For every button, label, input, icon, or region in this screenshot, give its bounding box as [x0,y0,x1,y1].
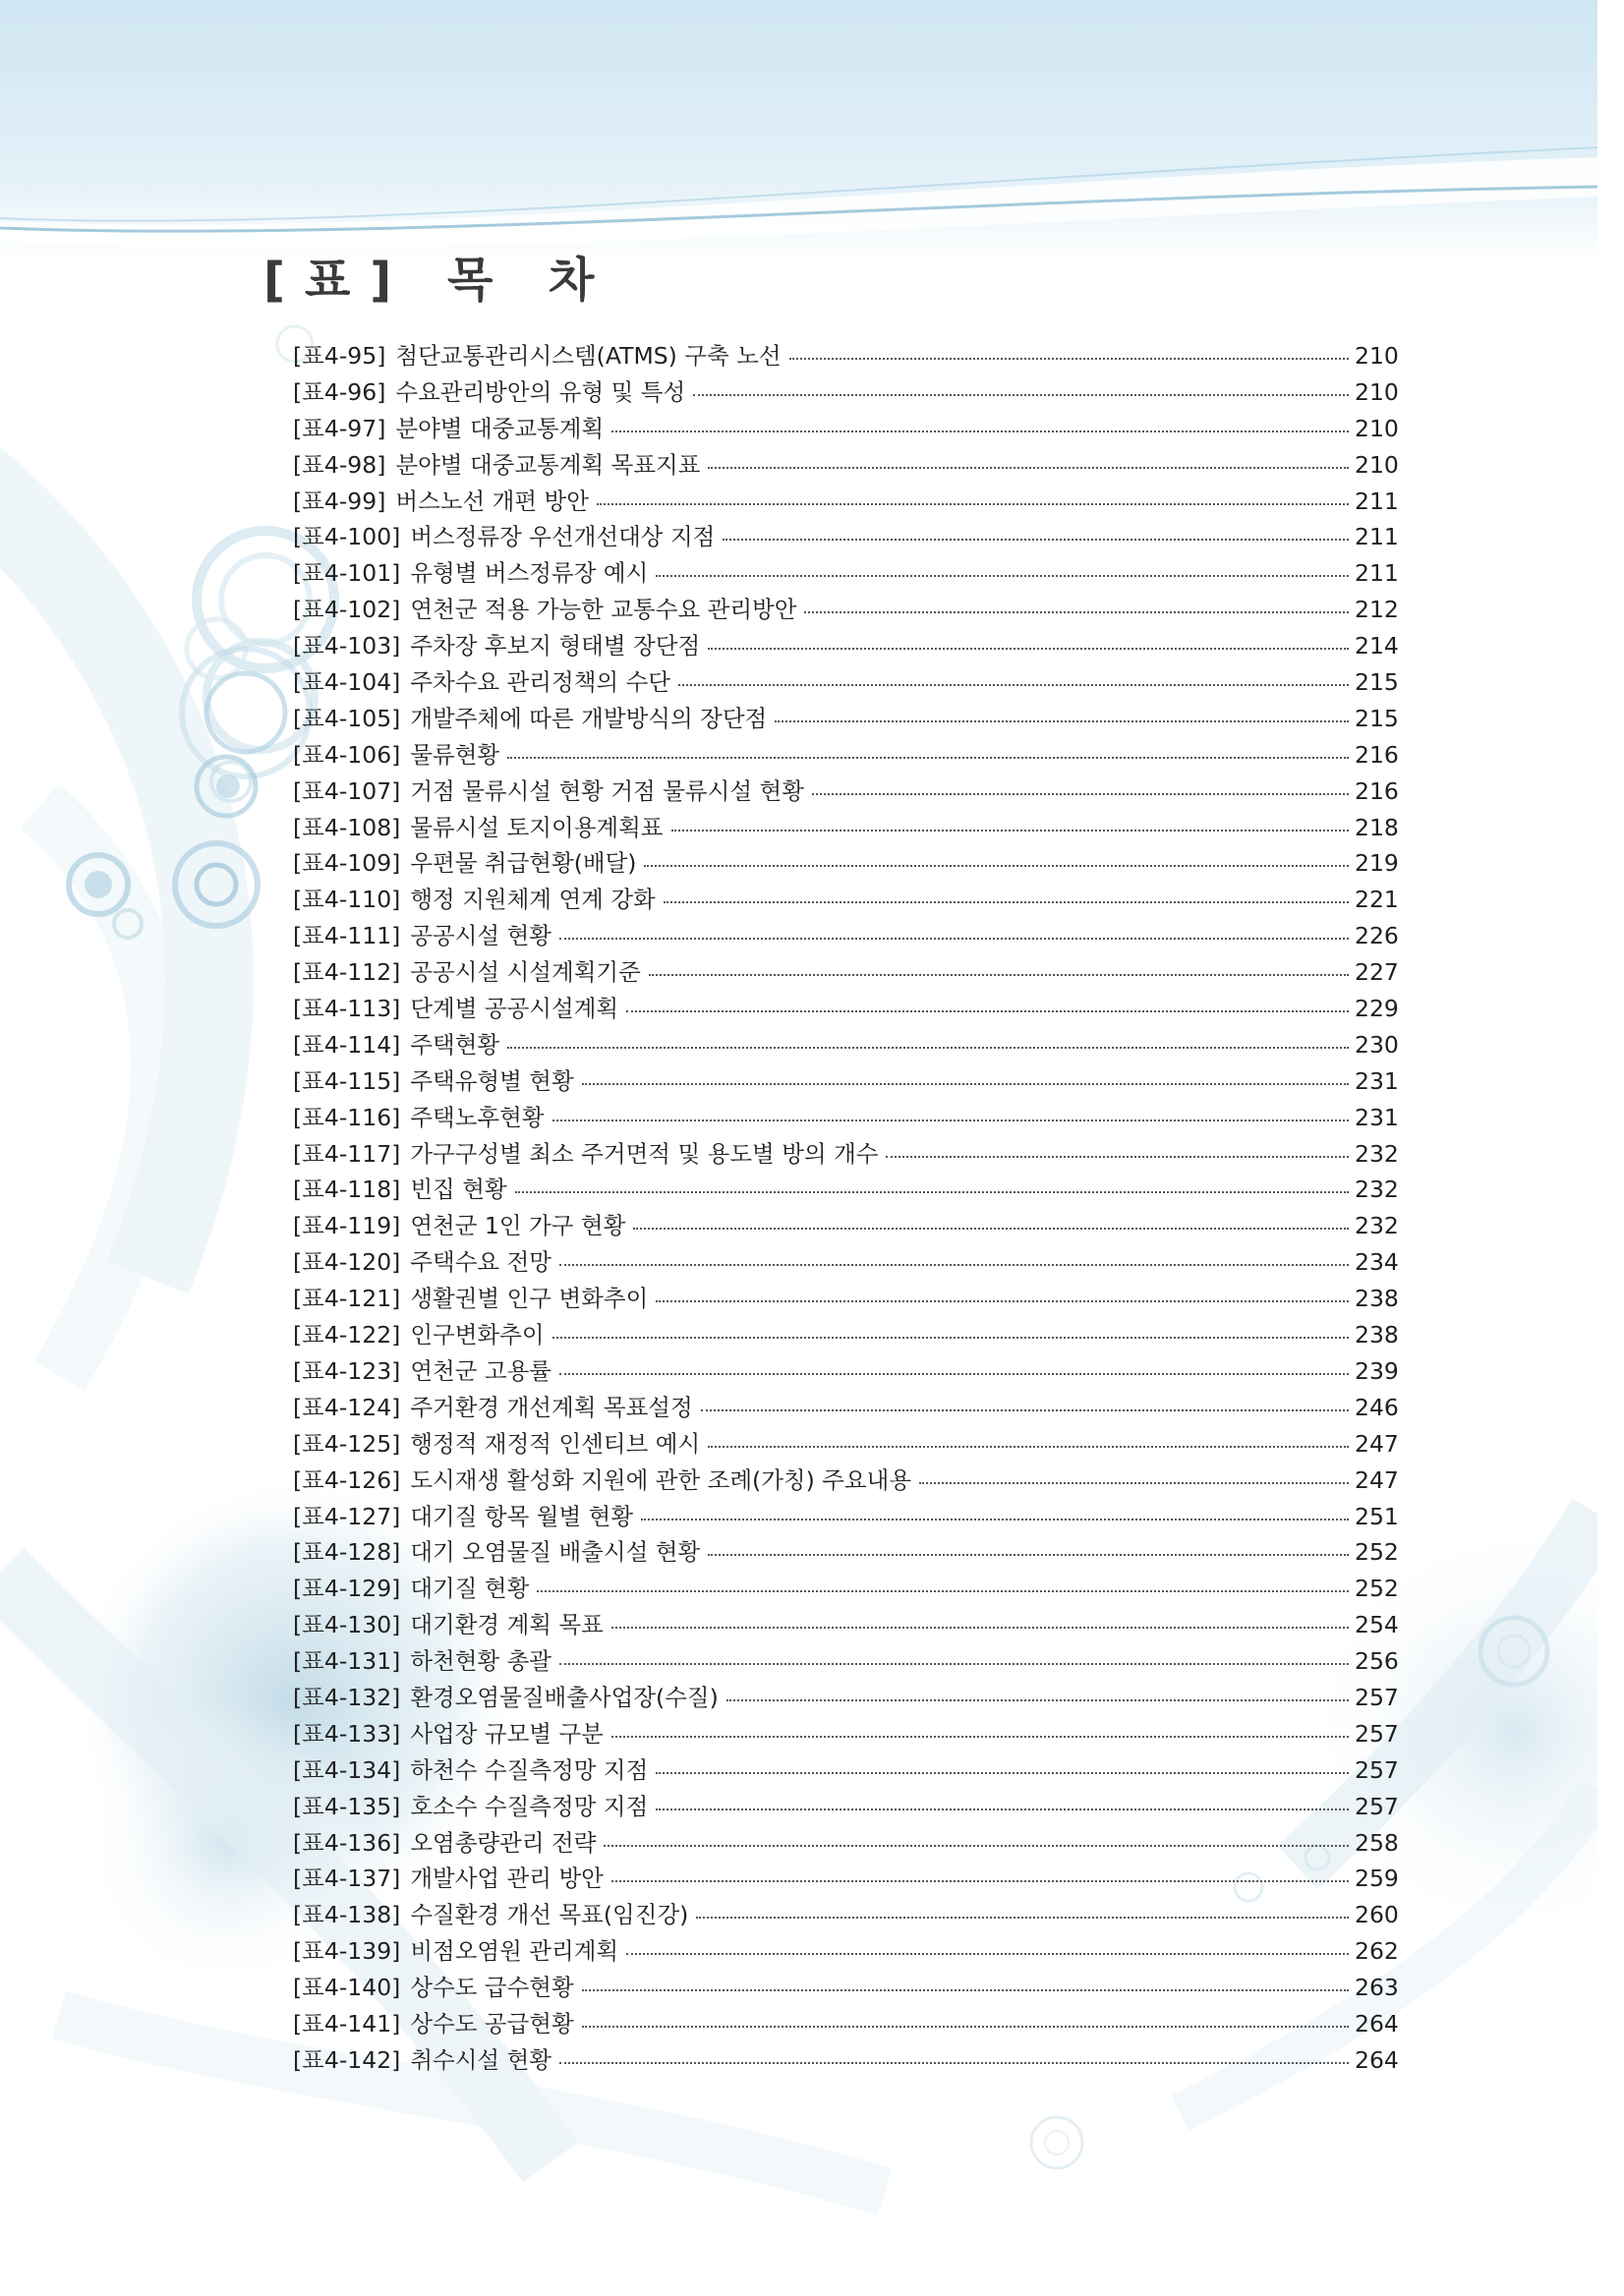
toc-entry-code: [표4-137] [293,1865,401,1893]
toc-entry-title: 사업장 규모별 구분 [410,1719,604,1748]
dot-leader [537,1590,1349,1592]
toc-entry[interactable] [293,1680,1398,1716]
toc-entry-title: 오염총량관리 전략 [410,1828,597,1857]
toc-entry-page: 252 [1355,1538,1399,1567]
toc-entry-code: [표4-107] [293,776,401,805]
dot-leader [604,1845,1349,1847]
toc-entry-code: [표4-123] [293,1356,401,1385]
toc-entry-code: [표4-106] [293,740,401,769]
dot-leader [708,1446,1349,1448]
toc-entry[interactable] [293,1172,1398,1208]
dot-leader [775,720,1349,722]
toc-entry-page: 256 [1355,1647,1399,1676]
toc-entry-page: 264 [1355,2009,1399,2038]
toc-entry-page: 216 [1355,740,1399,769]
toc-entry[interactable] [293,991,1398,1027]
toc-entry-page: 215 [1355,668,1399,697]
dot-leader [626,1953,1349,1955]
toc-entry-title: 버스노선 개편 방안 [395,487,589,515]
toc-entry-page: 216 [1355,776,1399,805]
toc-entry-code: [표4-139] [293,1937,401,1966]
toc-entry[interactable] [293,845,1398,882]
toc-entry-title: 단계별 공공시설계획 [410,995,619,1023]
toc-entry-code: [표4-140] [293,1974,401,2002]
dot-leader [656,1300,1349,1302]
dot-leader [559,2062,1349,2064]
toc-entry-page: 215 [1355,704,1399,732]
toc-entry-page: 257 [1355,1792,1399,1820]
toc-entry-code: [표4-96] [293,377,386,406]
toc-entry[interactable] [293,774,1398,810]
toc-entry-code: [표4-128] [293,1538,401,1567]
toc-entry-title: 취수시설 현황 [410,2045,552,2074]
toc-entry[interactable] [293,628,1398,664]
toc-entry-page: 251 [1355,1502,1399,1530]
dot-leader [708,467,1349,469]
dot-leader [559,1373,1349,1375]
dot-leader [726,1699,1349,1701]
toc-entry-title: 버스정류장 우선개선대상 지점 [410,523,716,551]
toc-entry-code: [표4-97] [293,414,386,442]
toc-entry[interactable] [293,1571,1398,1607]
toc-entry-title: 비점오염원 관리계획 [410,1937,619,1966]
toc-entry-title: 하천수 수질측정망 지점 [410,1755,649,1784]
toc-entry-code: [표4-109] [293,849,401,878]
toc-entry[interactable] [293,1136,1398,1173]
toc-entry-title: 유형별 버스정류장 예시 [410,559,649,588]
dot-leader [804,611,1349,613]
toc-entry-title: 주차장 후보지 형태별 장단점 [410,632,701,660]
toc-entry[interactable] [293,411,1398,447]
toc-entry-code: [표4-132] [293,1683,401,1711]
toc-entry-page: 211 [1355,559,1399,588]
dot-leader [671,830,1349,832]
toc-entry[interactable] [293,1933,1398,1970]
toc-entry-code: [표4-104] [293,668,401,697]
toc-entry-title: 공공시설 시설계획기준 [410,958,641,987]
toc-entry-title: 대기질 항목 월별 현황 [410,1502,634,1530]
toc-entry[interactable] [293,1390,1398,1426]
toc-entry-page: 210 [1355,450,1399,479]
dot-leader [507,1047,1349,1049]
toc-entry-title: 주택노후현황 [410,1103,545,1131]
toc-entry-title: 수요관리방안의 유형 및 특성 [395,377,686,406]
toc-entry-title: 호소수 수질측정망 지점 [410,1792,649,1820]
toc-entry-title: 첨단교통관리시스템(ATMS) 구축 노선 [395,342,782,370]
toc-entry-page: 219 [1355,849,1399,878]
toc-entry-title: 우편물 취급현황(배달) [410,849,637,878]
toc-entry-page: 227 [1355,958,1399,987]
dot-leader [582,1083,1349,1085]
toc-entry-page: 263 [1355,1974,1399,2002]
toc-entry-page: 258 [1355,1828,1399,1857]
dot-leader [708,1554,1349,1556]
toc-entry-page: 212 [1355,596,1399,624]
toc-entry-title: 공공시설 현황 [410,922,552,950]
toc-entry-code: [표4-113] [293,995,401,1023]
toc-entry[interactable] [293,1317,1398,1353]
toc-entry[interactable] [293,447,1398,484]
toc-entry-title: 상수도 급수현황 [410,1974,574,2002]
toc-entry-code: [표4-108] [293,813,401,841]
toc-entry[interactable] [293,1534,1398,1571]
toc-entry-code: [표4-129] [293,1575,401,1603]
dot-leader [789,358,1349,360]
toc-entry-code: [표4-102] [293,596,401,624]
toc-entry-page: 239 [1355,1356,1399,1385]
toc-entry-page: 232 [1355,1139,1399,1168]
toc-entry-code: [표4-124] [293,1393,401,1421]
toc-entry[interactable] [293,1208,1398,1244]
toc-entry-title: 주택유형별 현황 [410,1066,574,1095]
toc-entry[interactable] [293,338,1398,374]
toc-entry[interactable] [293,2006,1398,2042]
toc-entry-page: 252 [1355,1575,1399,1603]
toc-entry-title: 빈집 현황 [410,1176,507,1204]
dot-leader [515,1191,1349,1193]
dot-leader [552,1337,1349,1339]
dot-leader [582,2026,1349,2028]
dot-leader [559,1264,1349,1266]
toc-entry[interactable] [293,484,1398,520]
toc-entry-page: 264 [1355,2045,1399,2074]
toc-entry-title: 연천군 고용률 [410,1356,552,1385]
toc-entry-code: [표4-127] [293,1502,401,1530]
toc-entry[interactable] [293,1426,1398,1463]
toc-entry[interactable] [293,1063,1398,1100]
dot-leader [812,793,1349,795]
dot-leader [611,1736,1349,1738]
toc-entry-code: [표4-134] [293,1755,401,1784]
toc-entry-code: [표4-105] [293,704,401,732]
toc-entry-page: 211 [1355,487,1399,515]
toc-entry-title: 주차수요 관리정책의 수단 [410,668,670,697]
toc-entry-title: 대기환경 계획 목표 [410,1611,604,1639]
toc-entry[interactable] [293,1897,1398,1933]
toc-entry-page: 231 [1355,1066,1399,1095]
toc-entry-title: 연천군 적용 가능한 교통수요 관리방안 [410,596,797,624]
toc-entry-page: 214 [1355,632,1399,660]
toc-entry-code: [표4-117] [293,1139,401,1168]
toc-entry-title: 분야별 대중교통계획 [395,414,605,442]
dot-leader [611,1627,1349,1629]
toc-entry[interactable] [293,1100,1398,1136]
dot-leader [701,1409,1349,1411]
toc-entry-code: [표4-98] [293,450,386,479]
dot-leader [696,1917,1349,1919]
toc-entry-code: [표4-130] [293,1611,401,1639]
toc-entry-title: 분야별 대중교통계획 목표지표 [395,450,701,479]
toc-entry-title: 개발주체에 따른 개발방식의 장단점 [410,704,768,732]
dot-leader [644,865,1349,867]
toc-entry-page: 254 [1355,1611,1399,1639]
toc-entry-title: 수질환경 개선 목표(임진강) [410,1901,689,1929]
toc-entry-title: 주택현황 [410,1030,500,1059]
dot-leader [708,648,1349,650]
toc-entry-page: 231 [1355,1103,1399,1131]
toc-entry[interactable] [293,1499,1398,1535]
dot-leader [649,974,1349,976]
toc-entry[interactable] [293,737,1398,774]
dot-leader [656,575,1349,577]
toc-entry-code: [표4-111] [293,922,401,950]
table-of-contents [293,338,1398,2079]
toc-entry-page: 238 [1355,1285,1399,1313]
toc-entry[interactable] [293,1353,1398,1390]
toc-entry-title: 개발사업 관리 방안 [410,1865,604,1893]
toc-entry[interactable] [293,882,1398,918]
dot-leader [611,1880,1349,1882]
dot-leader [723,539,1349,541]
toc-entry-code: [표4-100] [293,523,401,551]
dot-leader [664,901,1349,903]
toc-entry-page: 259 [1355,1865,1399,1893]
toc-entry[interactable] [293,592,1398,628]
toc-entry-page: 229 [1355,995,1399,1023]
toc-entry-code: [표4-133] [293,1719,401,1748]
toc-entry-page: 247 [1355,1429,1399,1458]
toc-entry-title: 도시재생 활성화 지원에 관한 조례(가칭) 주요내용 [410,1465,912,1494]
toc-entry-code: [표4-99] [293,487,386,515]
toc-entry-title: 대기 오염물질 배출시설 현황 [410,1538,701,1567]
dot-leader [678,684,1349,686]
toc-entry-page: 262 [1355,1937,1399,1966]
toc-entry-page: 257 [1355,1755,1399,1784]
toc-entry-code: [표4-136] [293,1828,401,1857]
toc-entry-code: [표4-114] [293,1030,401,1059]
toc-entry-title: 상수도 공급현황 [410,2009,574,2038]
dot-leader [611,430,1349,432]
toc-entry[interactable] [293,1716,1398,1752]
toc-entry-code: [표4-112] [293,958,401,987]
toc-entry-page: 210 [1355,414,1399,442]
toc-entry[interactable] [293,1244,1398,1281]
toc-entry-title: 거점 물류시설 현황 거점 물류시설 현황 [410,776,804,805]
toc-entry[interactable] [293,1861,1398,1897]
dot-leader [626,1010,1349,1012]
toc-entry-title: 주거환경 개선계획 목표설정 [410,1393,693,1421]
dot-leader [507,757,1349,759]
toc-entry-page: 232 [1355,1176,1399,1204]
toc-entry-page: 260 [1355,1901,1399,1929]
dot-leader [597,503,1349,505]
toc-entry[interactable] [293,2042,1398,2079]
toc-entry-page: 221 [1355,886,1399,914]
toc-entry[interactable] [293,918,1398,954]
dot-leader [552,1119,1349,1121]
toc-entry-code: [표4-120] [293,1248,401,1277]
toc-entry-title: 가구구성별 최소 주거면적 및 용도별 방의 개수 [410,1139,879,1168]
toc-entry-title: 행정적 재정적 인센티브 예시 [410,1429,701,1458]
toc-entry-code: [표4-103] [293,632,401,660]
toc-entry[interactable] [293,1607,1398,1643]
toc-entry-code: [표4-122] [293,1321,401,1349]
toc-entry-code: [표4-101] [293,559,401,588]
toc-entry-title: 주택수요 전망 [410,1248,552,1277]
toc-entry-title: 하천현황 총괄 [410,1647,552,1676]
toc-entry[interactable] [293,1463,1398,1499]
toc-entry[interactable] [293,1789,1398,1825]
toc-entry-code: [표4-95] [293,342,386,370]
dot-leader [582,1989,1349,1991]
toc-entry[interactable] [293,1825,1398,1862]
toc-entry-title: 대기질 현황 [410,1575,530,1603]
dot-leader [641,1519,1349,1521]
toc-entry-page: 234 [1355,1248,1399,1277]
toc-entry[interactable] [293,1281,1398,1317]
toc-entry[interactable] [293,1970,1398,2006]
toc-entry-title: 생활권별 인구 변화추이 [410,1285,649,1313]
toc-entry[interactable] [293,1643,1398,1680]
toc-entry-page: 230 [1355,1030,1399,1059]
toc-entry[interactable] [293,954,1398,991]
page-title: [표] 목 차 [263,253,614,308]
toc-entry-code: [표4-126] [293,1465,401,1494]
toc-entry-page: 257 [1355,1719,1399,1748]
toc-entry-page: 246 [1355,1393,1399,1421]
toc-entry-title: 물류현황 [410,740,500,769]
toc-entry-code: [표4-115] [293,1066,401,1095]
dot-leader [656,1808,1349,1810]
toc-entry-title: 인구변화추이 [410,1321,545,1349]
toc-entry-title: 환경오염물질배출사업장(수질) [410,1683,719,1711]
toc-entry-code: [표4-110] [293,886,401,914]
toc-entry[interactable] [293,701,1398,737]
toc-entry-page: 247 [1355,1465,1399,1494]
dot-leader [919,1482,1349,1484]
toc-entry-page: 232 [1355,1212,1399,1240]
toc-entry-title: 연천군 1인 가구 현황 [410,1212,626,1240]
toc-entry[interactable] [293,810,1398,846]
toc-entry-page: 238 [1355,1321,1399,1349]
toc-entry-code: [표4-141] [293,2009,401,2038]
toc-entry-page: 211 [1355,523,1399,551]
toc-entry-code: [표4-131] [293,1647,401,1676]
toc-entry[interactable] [293,1752,1398,1789]
toc-entry-code: [표4-118] [293,1176,401,1204]
toc-entry-code: [표4-138] [293,1901,401,1929]
toc-entry-page: 210 [1355,342,1399,370]
toc-entry-code: [표4-119] [293,1212,401,1240]
toc-entry-code: [표4-135] [293,1792,401,1820]
dot-leader [559,938,1349,940]
dot-leader [559,1663,1349,1665]
toc-entry-code: [표4-116] [293,1103,401,1131]
toc-entry[interactable] [293,664,1398,701]
toc-entry[interactable] [293,374,1398,411]
toc-entry-code: [표4-142] [293,2045,401,2074]
toc-entry[interactable] [293,519,1398,555]
dot-leader [633,1228,1349,1230]
dot-leader [886,1156,1349,1158]
toc-entry-page: 218 [1355,813,1399,841]
toc-entry-page: 226 [1355,922,1399,950]
dot-leader [693,394,1349,396]
toc-entry[interactable] [293,555,1398,592]
toc-entry-code: [표4-125] [293,1429,401,1458]
toc-entry[interactable] [293,1027,1398,1063]
toc-entry-title: 물류시설 토지이용계획표 [410,813,664,841]
toc-entry-page: 210 [1355,377,1399,406]
toc-entry-title: 행정 지원체계 연계 강화 [410,886,656,914]
toc-entry-code: [표4-121] [293,1285,401,1313]
toc-entry-page: 257 [1355,1683,1399,1711]
dot-leader [656,1772,1349,1774]
